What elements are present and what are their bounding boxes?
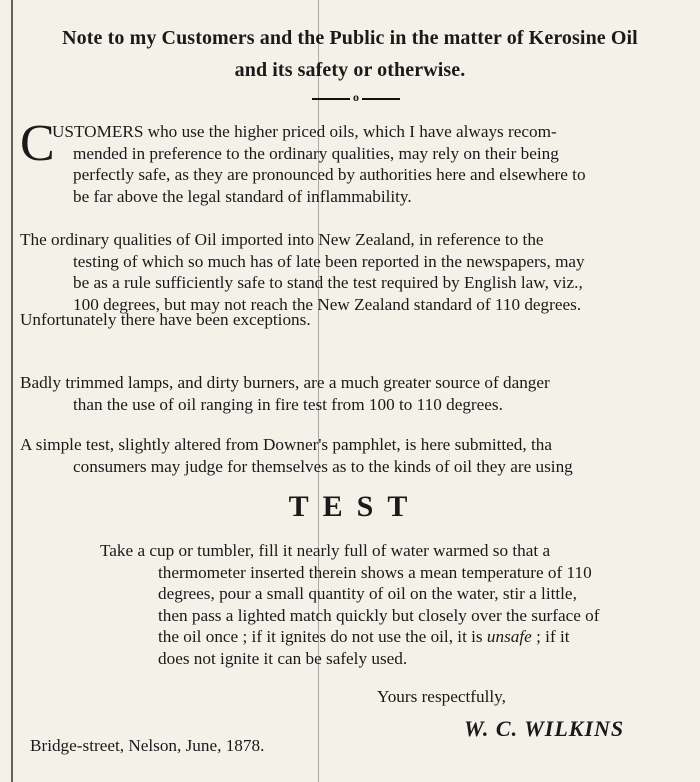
paragraph-line: Take a cup or tumbler, fill it nearly full of water warmed so that a — [100, 541, 551, 560]
drop-cap: C — [20, 115, 55, 172]
unsafe-word: unsafe — [486, 627, 532, 646]
paragraph-line: USTOMERS who use the higher priced oils, which I have always recom- — [52, 122, 557, 141]
ornament-left-rule — [312, 98, 350, 100]
ornament-center: o — [353, 90, 359, 104]
paragraph-line: perfectly safe, as they are pronounced by authorities here and elsewhere to — [73, 165, 586, 184]
paragraph-line: Badly trimmed lamps, and dirty burners, are a much greater source of danger — [20, 373, 550, 392]
paragraph-line: thermometer inserted therein shows a mean temperature of 110 — [158, 562, 592, 582]
paragraph-line: degrees, pour a small quantity of oil on the water, stir a little, — [158, 584, 577, 603]
paragraph-line-unsafe — [100, 626, 696, 648]
paragraph-exceptions — [20, 309, 696, 331]
paragraph-line: testing of which so much has of late been reported in the newspapers, may — [73, 251, 585, 271]
signature: W. C. WILKINS — [464, 716, 625, 741]
line-text-end: ; if it — [531, 627, 570, 646]
paragraph-line: then pass a lighted match quickly but closely over the surface of — [158, 605, 600, 625]
paragraph-line: mended in preference to the ordinary qualities, may rely on their being — [73, 143, 559, 163]
paragraph-line: than the use of oil ranging in fire test from 100 to 110 degrees. — [73, 394, 503, 414]
paragraph-test-instructions — [100, 540, 696, 669]
closing-salutation: Yours respectfully, — [377, 687, 506, 706]
paragraph-customers — [20, 121, 696, 207]
paragraph-line: The ordinary qualities of Oil imported into New Zealand, in reference to the — [20, 230, 544, 249]
line-text: the oil once ; if it ignites do not use the oil, it is — [158, 627, 483, 646]
paragraph-line: 100 degrees, but may not reach the New Zealand standard of 110 degrees. — [73, 294, 582, 314]
title-line-2: and its safety or otherwise. — [234, 59, 466, 81]
paragraph-badly-trimmed-lamps — [20, 372, 696, 415]
paragraph-line: Unfortunately there have been exceptions. — [20, 310, 311, 329]
ornament-right-rule — [362, 98, 400, 100]
paragraph-line: does not ignite it can be safely used. — [158, 648, 408, 668]
paragraph-line: be as a rule sufficiently safe to stand the test required by English law, viz., — [73, 273, 583, 292]
title-line-1: Note to my Customers and the Public in the matter of Kerosine Oil — [62, 27, 638, 49]
paragraph-line: consumers may judge for themselves as to the kinds of oil they are using — [73, 456, 573, 476]
address-dateline: Bridge-street, Nelson, June, 1878. — [30, 736, 265, 755]
paragraph-ordinary-qualities — [20, 229, 696, 315]
paragraph-line: be far above the legal standard of inflammability. — [73, 186, 412, 206]
paragraph-line: A simple test, slightly altered from Downer's pamphlet, is here submitted, tha — [20, 435, 552, 454]
title-ornament — [312, 92, 400, 106]
left-column-rule — [11, 0, 13, 782]
test-heading: TEST — [288, 490, 422, 523]
paragraph-simple-test — [20, 434, 696, 477]
